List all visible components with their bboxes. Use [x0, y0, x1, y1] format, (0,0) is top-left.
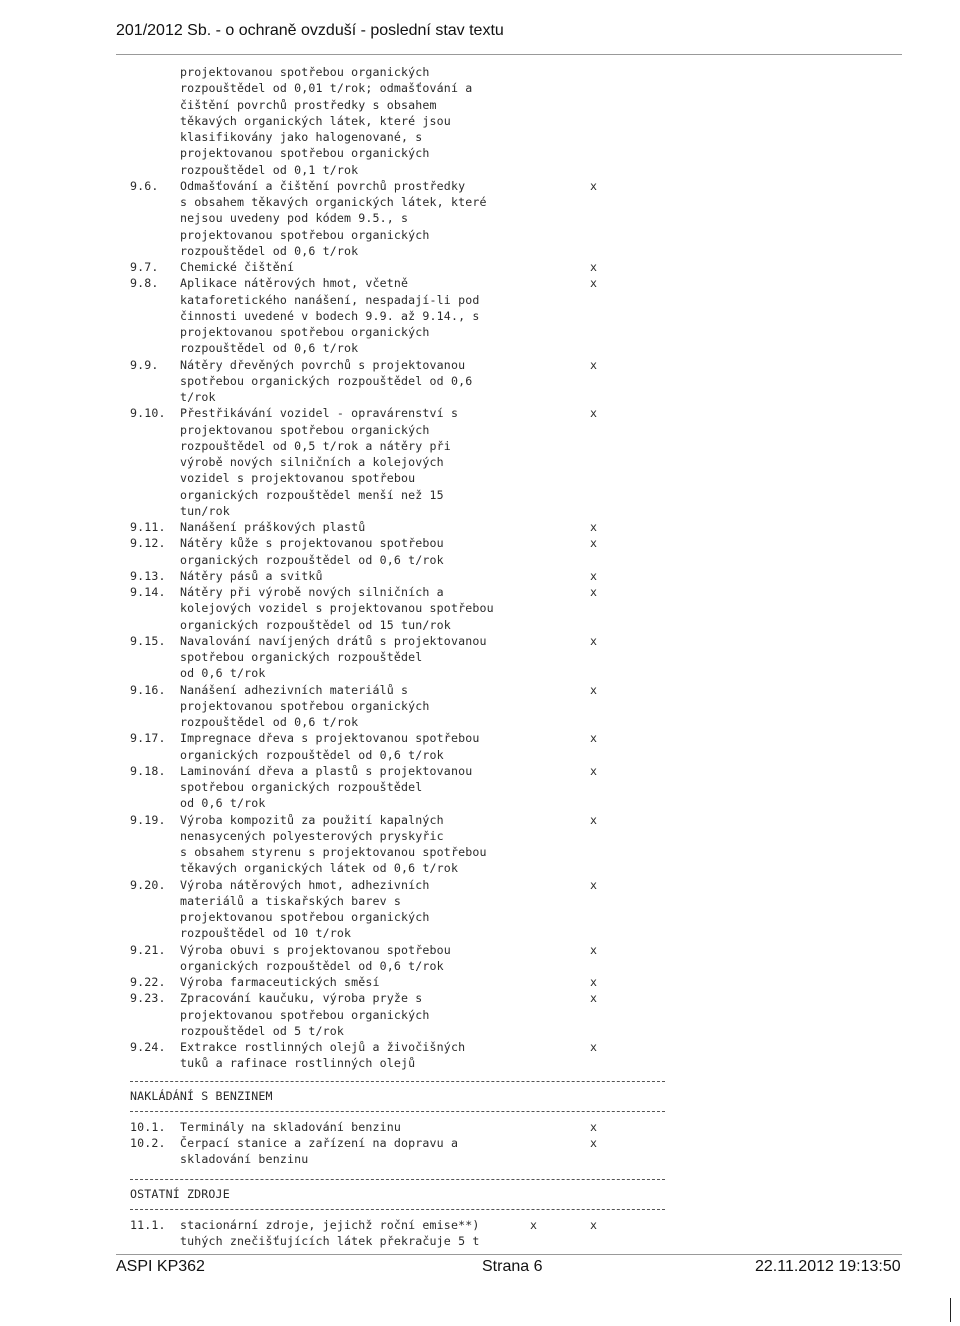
table-row	[0, 210, 960, 226]
applicability-mark: x	[590, 975, 598, 989]
item-text: spotřebou organických rozpouštědel	[180, 780, 423, 794]
applicability-mark: x	[590, 943, 598, 957]
section-divider	[130, 1081, 665, 1082]
item-text: projektovanou spotřebou organických	[180, 65, 430, 79]
applicability-mark: x	[590, 1218, 598, 1232]
item-text: spotřebou organických rozpouštědel	[180, 650, 423, 664]
item-number: 9.11.	[130, 520, 166, 534]
item-text: tuků a rafinace rostlinných olejů	[180, 1056, 416, 1070]
item-text: Nátěry kůže s projektovanou spotřebou	[180, 536, 444, 550]
table-row	[0, 552, 960, 568]
item-number: 9.21.	[130, 943, 166, 957]
item-text: Zpracování kaučuku, výroba pryže s	[180, 991, 423, 1005]
item-text: Navalování navíjených drátů s projektovanou	[180, 634, 487, 648]
item-text: Nátěry pásů a svitků	[180, 569, 323, 583]
applicability-mark: x	[590, 731, 598, 745]
item-text: Výroba obuvi s projektovanou spotřebou	[180, 943, 451, 957]
item-text: čištění povrchů prostředky s obsahem	[180, 98, 437, 112]
table-row	[0, 698, 960, 714]
table-row	[0, 877, 960, 893]
table-row	[0, 97, 960, 113]
table-row	[0, 974, 960, 990]
item-text: nenasycených polyesterových pryskyřic	[180, 829, 444, 843]
table-row	[0, 389, 960, 405]
item-text: klasifikovány jako halogenované, s	[180, 130, 423, 144]
footer-timestamp: 22.11.2012 19:13:50	[755, 1258, 901, 1275]
applicability-mark: x	[590, 520, 598, 534]
table-row	[0, 162, 960, 178]
table-row	[0, 779, 960, 795]
applicability-mark: x	[590, 179, 598, 193]
table-row	[0, 682, 960, 698]
applicability-mark: x	[590, 991, 598, 1005]
applicability-mark: x	[590, 1136, 598, 1150]
item-number: 9.8.	[130, 276, 159, 290]
item-text: stacionární zdroje, jejichž roční emise**)	[180, 1218, 480, 1232]
table-row	[0, 227, 960, 243]
item-text: Přestřikávání vozidel - opravárenství s	[180, 406, 459, 420]
applicability-mark: x	[590, 260, 598, 274]
item-number: 9.20.	[130, 878, 166, 892]
table-row	[0, 243, 960, 259]
table-row	[0, 1007, 960, 1023]
item-text: rozpouštědel od 0,1 t/rok	[180, 163, 359, 177]
table-row	[0, 438, 960, 454]
item-number: 9.17.	[130, 731, 166, 745]
table-row	[0, 308, 960, 324]
item-number: 9.10.	[130, 406, 166, 420]
applicability-mark: x	[590, 813, 598, 827]
table-row	[0, 113, 960, 129]
item-text: od 0,6 t/rok	[180, 666, 266, 680]
item-number: 9.16.	[130, 683, 166, 697]
item-text: od 0,6 t/rok	[180, 796, 266, 810]
item-text: projektovanou spotřebou organických	[180, 699, 430, 713]
applicability-mark: x	[590, 764, 598, 778]
item-number: 9.22.	[130, 975, 166, 989]
item-text: projektovanou spotřebou organických	[180, 1008, 430, 1022]
item-text: vozidel s projektovanou spotřebou	[180, 471, 416, 485]
table-row	[0, 714, 960, 730]
table-row	[0, 568, 960, 584]
footer-document-id: ASPI KP362	[116, 1258, 205, 1275]
table-row	[0, 909, 960, 925]
item-text: s obsahem styrenu s projektovanou spotřebou	[180, 845, 487, 859]
header-divider	[116, 54, 902, 55]
applicability-mark: x	[590, 569, 598, 583]
table-row	[0, 730, 960, 746]
table-row	[0, 1039, 960, 1055]
table-row	[0, 942, 960, 958]
item-text: materiálů a tiskařských barev s	[180, 894, 402, 908]
item-text: organických rozpouštědel od 0,6 t/rok	[180, 748, 444, 762]
table-row	[0, 259, 960, 275]
item-text: Čerpací stanice a zařízení na dopravu a	[180, 1136, 459, 1150]
section-heading: OSTATNÍ ZDROJE	[130, 1187, 230, 1201]
table-row	[0, 665, 960, 681]
document-title: 201/2012 Sb. - o ochraně ovzduší - poslední stav textu	[116, 22, 504, 39]
item-text: skladování benzinu	[180, 1152, 309, 1166]
item-text: spotřebou organických rozpouštědel od 0,6	[180, 374, 473, 388]
section-divider	[130, 1179, 665, 1180]
item-number: 10.2.	[130, 1136, 166, 1150]
item-text: Terminály na skladování benzinu	[180, 1120, 402, 1134]
item-text: rozpouštědel od 10 t/rok	[180, 926, 352, 940]
applicability-mark: x	[590, 406, 598, 420]
table-row	[0, 763, 960, 779]
item-text: organických rozpouštědel menší než 15	[180, 488, 444, 502]
table-row	[0, 795, 960, 811]
item-text: projektovanou spotřebou organických	[180, 146, 430, 160]
table-row	[0, 519, 960, 535]
item-text: Výroba kompozitů za použití kapalných	[180, 813, 444, 827]
table-row	[0, 340, 960, 356]
table-row	[0, 990, 960, 1006]
item-text: s obsahem těkavých organických látek, které	[180, 195, 487, 209]
table-row	[0, 1135, 960, 1151]
applicability-mark: x	[590, 878, 598, 892]
table-row	[0, 129, 960, 145]
table-row	[0, 145, 960, 161]
item-text: projektovanou spotřebou organických	[180, 423, 430, 437]
item-text: rozpouštědel od 0,6 t/rok	[180, 715, 359, 729]
table-row	[0, 422, 960, 438]
item-number: 9.6.	[130, 179, 159, 193]
item-text: tuhých znečišťujících látek překračuje 5 t	[180, 1234, 480, 1248]
item-number: 10.1.	[130, 1120, 166, 1134]
table-row	[0, 1055, 960, 1071]
item-text: rozpouštědel od 5 t/rok	[180, 1024, 344, 1038]
item-text: rozpouštědel od 0,6 t/rok	[180, 244, 359, 258]
item-text: Výroba farmaceutických směsí	[180, 975, 380, 989]
section-heading: NAKLÁDÁNÍ S BENZINEM	[130, 1089, 273, 1103]
item-text: projektovanou spotřebou organických	[180, 228, 430, 242]
table-row	[0, 373, 960, 389]
item-text: rozpouštědel od 0,5 t/rok a nátěry při	[180, 439, 451, 453]
applicability-mark: x	[590, 585, 598, 599]
table-row	[0, 925, 960, 941]
table-row	[0, 812, 960, 828]
applicability-mark: x	[590, 358, 598, 372]
item-text: Nátěry dřevěných povrchů s projektovanou	[180, 358, 466, 372]
applicability-mark: x	[590, 683, 598, 697]
table-row	[0, 1233, 960, 1249]
table-row	[0, 1151, 960, 1167]
table-row	[0, 747, 960, 763]
footer-page-number: Strana 6	[482, 1258, 543, 1275]
item-text: Nanášení adhezivních materiálů s	[180, 683, 409, 697]
item-text: kolejových vozidel s projektovanou spotřebou	[180, 601, 494, 615]
table-row	[0, 503, 960, 519]
table-row	[0, 535, 960, 551]
table-row	[0, 1119, 960, 1135]
table-row	[0, 844, 960, 860]
table-row	[0, 1217, 960, 1233]
item-number: 9.9.	[130, 358, 159, 372]
applicability-mark: x	[590, 1040, 598, 1054]
item-text: činnosti uvedené v bodech 9.9. až 9.14., s	[180, 309, 480, 323]
item-number: 9.24.	[130, 1040, 166, 1054]
item-number: 9.14.	[130, 585, 166, 599]
table-row	[0, 600, 960, 616]
item-text: Nátěry při výrobě nových silničních a	[180, 585, 444, 599]
applicability-mark: x	[590, 536, 598, 550]
item-text: organických rozpouštědel od 15 tun/rok	[180, 618, 451, 632]
table-row	[0, 324, 960, 340]
applicability-mark: x	[590, 634, 598, 648]
item-text: Výroba nátěrových hmot, adhezivních	[180, 878, 430, 892]
item-number: 9.19.	[130, 813, 166, 827]
item-text: Impregnace dřeva s projektovanou spotřebou	[180, 731, 480, 745]
section-divider	[130, 1209, 665, 1210]
item-text: kataforetického nanášení, nespadají-li pod	[180, 293, 480, 307]
item-number: 9.13.	[130, 569, 166, 583]
table-row	[0, 454, 960, 470]
item-text: rozpouštědel od 0,01 t/rok; odmašťování a	[180, 81, 473, 95]
table-row	[0, 64, 960, 80]
item-text: organických rozpouštědel od 0,6 t/rok	[180, 553, 444, 567]
item-number: 9.7.	[130, 260, 159, 274]
item-text: nejsou uvedeny pod kódem 9.5., s	[180, 211, 409, 225]
table-row	[0, 80, 960, 96]
scan-edge-mark	[950, 1298, 951, 1322]
item-text: organických rozpouštědel od 0,6 t/rok	[180, 959, 444, 973]
table-row	[0, 860, 960, 876]
item-number: 9.18.	[130, 764, 166, 778]
table-row	[0, 584, 960, 600]
table-row	[0, 893, 960, 909]
table-row	[0, 470, 960, 486]
item-text: těkavých organických látek od 0,6 t/rok	[180, 861, 459, 875]
item-number: 9.15.	[130, 634, 166, 648]
applicability-mark: x	[590, 276, 598, 290]
item-text: Extrakce rostlinných olejů a živočišných	[180, 1040, 466, 1054]
item-text: tun/rok	[180, 504, 230, 518]
item-text: těkavých organických látek, které jsou	[180, 114, 451, 128]
item-text: t/rok	[180, 390, 216, 404]
table-row	[0, 617, 960, 633]
table-row	[0, 649, 960, 665]
table-row	[0, 487, 960, 503]
table-row	[0, 292, 960, 308]
item-number: 9.12.	[130, 536, 166, 550]
item-text: výrobě nových silničních a kolejových	[180, 455, 444, 469]
applicability-mark: x	[530, 1218, 538, 1232]
table-row	[0, 357, 960, 373]
table-row	[0, 275, 960, 291]
item-text: projektovanou spotřebou organických	[180, 325, 430, 339]
table-row	[0, 828, 960, 844]
item-text: rozpouštědel od 0,6 t/rok	[180, 341, 359, 355]
table-row	[0, 194, 960, 210]
table-row	[0, 633, 960, 649]
table-row	[0, 178, 960, 194]
item-text: Laminování dřeva a plastů s projektovanou	[180, 764, 473, 778]
item-number: 9.23.	[130, 991, 166, 1005]
table-row	[0, 1023, 960, 1039]
item-text: Chemické čištění	[180, 260, 295, 274]
footer-divider	[116, 1254, 902, 1255]
item-text: Nanášení práškových plastů	[180, 520, 366, 534]
section-divider	[130, 1111, 665, 1112]
item-text: Aplikace nátěrových hmot, včetně	[180, 276, 409, 290]
table-row	[0, 958, 960, 974]
applicability-mark: x	[590, 1120, 598, 1134]
item-text: projektovanou spotřebou organických	[180, 910, 430, 924]
item-text: Odmašťování a čištění povrchů prostředky	[180, 179, 466, 193]
table-row	[0, 405, 960, 421]
item-number: 11.1.	[130, 1218, 166, 1232]
